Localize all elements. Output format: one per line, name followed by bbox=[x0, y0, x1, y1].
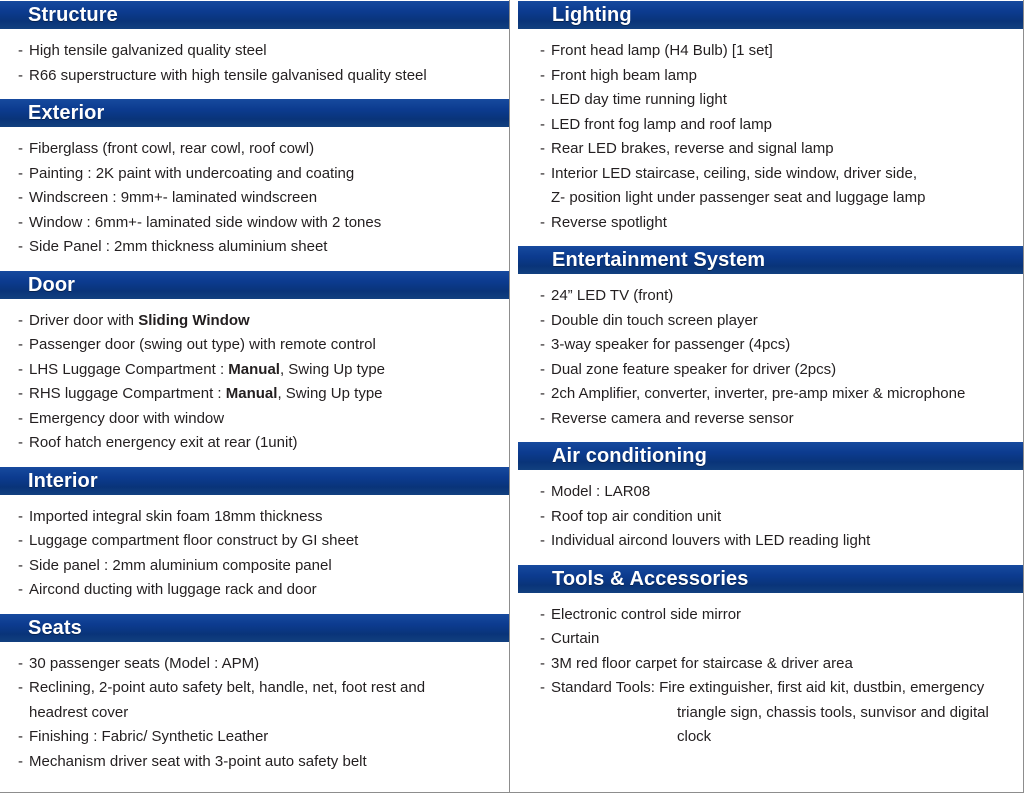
spec-list-item-text: Windscreen : 9mm+- laminated windscreen bbox=[29, 189, 318, 206]
spec-list-item bbox=[540, 88, 1017, 113]
section-title: Exterior bbox=[28, 102, 105, 124]
spec-list-item-text: Roof hatch energency exit at rear (1unit) bbox=[29, 434, 298, 451]
spec-list-item bbox=[18, 186, 503, 211]
spec-list-item-text: Interior LED staircase, ceiling, side window, driver side, bbox=[551, 164, 917, 182]
spec-list-item bbox=[540, 725, 1017, 750]
spec-list-item bbox=[540, 627, 1017, 652]
section-body bbox=[0, 30, 509, 98]
spec-list-item bbox=[540, 162, 1017, 187]
section-header-bar bbox=[518, 564, 1023, 594]
spec-list-item-text: Dual zone feature speaker for driver (2pcs) bbox=[551, 360, 837, 378]
section-title: Structure bbox=[28, 4, 118, 26]
bullet-dash-icon: - bbox=[540, 66, 545, 84]
spec-list-item-text: Curtain bbox=[551, 630, 600, 647]
spec-list-item-text: Finishing : Fabric/ Synthetic Leather bbox=[29, 728, 269, 745]
bullet-dash-icon: - bbox=[18, 532, 23, 549]
spec-list-item bbox=[18, 162, 503, 187]
bullet-dash-icon: - bbox=[540, 91, 545, 108]
section-title: Entertainment System bbox=[552, 249, 766, 271]
spec-text-emphasis: Manual bbox=[228, 360, 280, 378]
spec-list-item bbox=[18, 309, 503, 334]
section-title: Door bbox=[28, 273, 76, 296]
section-body bbox=[518, 594, 1023, 760]
spec-list-item bbox=[18, 407, 503, 432]
bullet-dash-icon: - bbox=[18, 679, 23, 696]
bullet-dash-icon: - bbox=[540, 654, 545, 672]
spec-list-item bbox=[18, 701, 503, 726]
spec-list-item-text: Aircond ducting with luggage rack and door bbox=[29, 581, 317, 598]
spec-list-item-text: Window : 6mm+- laminated side window with 2 tones bbox=[29, 213, 382, 231]
section-title: Lighting bbox=[552, 4, 632, 26]
bullet-dash-icon: - bbox=[540, 336, 545, 353]
spec-list-item bbox=[18, 505, 503, 530]
spec-text-emphasis: Manual bbox=[225, 385, 278, 402]
spec-list-item bbox=[18, 529, 503, 554]
spec-list-item-text: Electronic control side mirror bbox=[551, 605, 742, 623]
section-body bbox=[518, 275, 1023, 441]
section-body bbox=[0, 643, 509, 785]
spec-list-item bbox=[540, 137, 1017, 162]
spec-list-item-text: Reclining, 2-point auto safety belt, handle, net, foot rest and bbox=[29, 679, 426, 696]
spec-list-item bbox=[18, 554, 503, 579]
spec-list-item bbox=[18, 333, 503, 358]
spec-list-item bbox=[18, 64, 503, 89]
spec-text-lead: LHS Luggage Compartment : bbox=[29, 360, 229, 378]
spec-list-item bbox=[540, 358, 1017, 383]
spec-list-item bbox=[18, 431, 503, 456]
bullet-dash-icon: - bbox=[18, 311, 23, 329]
bullet-dash-icon: - bbox=[540, 140, 545, 157]
bullet-dash-icon: - bbox=[18, 385, 23, 402]
spec-list-item bbox=[540, 603, 1017, 628]
spec-list-item-text: High tensile galvanized quality steel bbox=[29, 42, 267, 59]
spec-list-item-text bbox=[29, 382, 503, 407]
bullet-dash-icon: - bbox=[540, 360, 545, 378]
spec-list-item bbox=[540, 382, 1017, 407]
section-title: Interior bbox=[28, 469, 98, 492]
bullet-dash-icon: - bbox=[540, 483, 545, 500]
spec-list-item bbox=[540, 113, 1017, 138]
spec-list-item bbox=[540, 505, 1017, 530]
spec-list-item-text: Mechanism driver seat with 3-point auto safety belt bbox=[29, 752, 367, 770]
bullet-dash-icon: - bbox=[18, 336, 23, 353]
bullet-dash-icon: - bbox=[540, 385, 545, 402]
spec-list-item bbox=[18, 39, 503, 64]
spec-list-item-text: Reverse camera and reverse sensor bbox=[551, 409, 794, 427]
bullet-dash-icon: - bbox=[540, 115, 545, 133]
spec-list-item bbox=[540, 211, 1017, 236]
spec-section bbox=[0, 466, 509, 613]
bullet-dash-icon: - bbox=[18, 360, 23, 378]
spec-list-item-text: headrest cover bbox=[29, 703, 129, 721]
section-header-bar bbox=[518, 0, 1023, 30]
spec-list-item-text: 2ch Amplifier, converter, inverter, pre-amp mixer & microphone bbox=[551, 385, 966, 402]
spec-section bbox=[0, 613, 509, 785]
bullet-dash-icon: - bbox=[18, 434, 23, 451]
bullet-dash-icon: - bbox=[540, 532, 545, 549]
spec-list-item-text: Roof top air condition unit bbox=[551, 507, 722, 525]
spec-text-lead: Driver door with bbox=[29, 311, 139, 329]
bullet-dash-icon: - bbox=[18, 189, 23, 206]
spec-list-item-text: clock bbox=[677, 728, 712, 745]
spec-list-item bbox=[540, 676, 1017, 701]
spec-list-item bbox=[540, 652, 1017, 677]
spec-list-item bbox=[18, 137, 503, 162]
section-title: Tools & Accessories bbox=[552, 567, 749, 590]
spec-list-item-text: 24” LED TV (front) bbox=[551, 287, 674, 304]
spec-section bbox=[0, 270, 509, 466]
spec-list-item-text: 30 passenger seats (Model : APM) bbox=[29, 654, 260, 672]
spec-list-item bbox=[540, 333, 1017, 358]
bullet-dash-icon: - bbox=[18, 66, 23, 84]
spec-list-item bbox=[18, 382, 503, 407]
section-body bbox=[0, 496, 509, 613]
spec-list-item bbox=[18, 211, 503, 236]
spec-list-item-text: Fiberglass (front cowl, rear cowl, roof cowl) bbox=[29, 140, 315, 157]
section-header-bar bbox=[518, 245, 1023, 275]
spec-text-lead: RHS luggage Compartment : bbox=[29, 385, 226, 402]
spec-list-item-text: Side Panel : 2mm thickness aluminium sheet bbox=[29, 238, 328, 255]
spec-list-item bbox=[540, 480, 1017, 505]
spec-list-item bbox=[18, 358, 503, 383]
bullet-dash-icon: - bbox=[18, 752, 23, 770]
section-header-bar bbox=[0, 466, 509, 496]
spec-list-item-text: triangle sign, chassis tools, sunvisor and digital bbox=[677, 703, 989, 721]
right-column bbox=[510, 0, 1024, 793]
bullet-dash-icon: - bbox=[540, 42, 545, 59]
spec-list-item-text: Luggage compartment floor construct by GI sheet bbox=[29, 532, 359, 549]
spec-list-item bbox=[18, 676, 503, 701]
spec-list-item-text: Imported integral skin foam 18mm thickness bbox=[29, 507, 323, 525]
spec-list-item bbox=[18, 725, 503, 750]
bullet-dash-icon: - bbox=[18, 507, 23, 525]
section-header-bar bbox=[0, 98, 509, 128]
bullet-dash-icon: - bbox=[18, 556, 23, 574]
section-body bbox=[0, 128, 509, 270]
bullet-dash-icon: - bbox=[18, 409, 23, 427]
section-title: Seats bbox=[28, 616, 82, 639]
bullet-dash-icon: - bbox=[540, 164, 545, 182]
section-body bbox=[518, 30, 1023, 245]
spec-list-item bbox=[540, 701, 1017, 726]
spec-list-item-text bbox=[29, 309, 503, 334]
spec-list-item-text: Individual aircond louvers with LED reading light bbox=[551, 532, 871, 549]
spec-list-item-text: R66 superstructure with high tensile galvanised quality steel bbox=[29, 66, 427, 84]
spec-list-item-text: Front head lamp (H4 Bulb) [1 set] bbox=[551, 42, 773, 59]
spec-list-item bbox=[18, 750, 503, 775]
spec-section bbox=[518, 564, 1023, 760]
spec-list-item bbox=[540, 64, 1017, 89]
spec-list-item bbox=[18, 235, 503, 260]
section-header-bar bbox=[0, 270, 509, 300]
spec-list-item bbox=[18, 578, 503, 603]
spec-list-item-text: Painting : 2K paint with undercoating and coating bbox=[29, 164, 355, 182]
spec-list-item-text: Passenger door (swing out type) with remote control bbox=[29, 336, 376, 353]
spec-list-item bbox=[540, 186, 1017, 211]
section-header-bar bbox=[518, 441, 1023, 471]
bullet-dash-icon: - bbox=[540, 311, 545, 329]
spec-list-item bbox=[18, 652, 503, 677]
bullet-dash-icon: - bbox=[18, 140, 23, 157]
spec-text-tail: , Swing Up type bbox=[277, 385, 383, 402]
spec-list-item-text bbox=[29, 358, 503, 383]
bullet-dash-icon: - bbox=[18, 164, 23, 182]
bullet-dash-icon: - bbox=[18, 728, 23, 745]
bullet-dash-icon: - bbox=[18, 238, 23, 255]
section-body bbox=[518, 471, 1023, 564]
spec-section bbox=[518, 245, 1023, 441]
spec-list-item-text: LED day time running light bbox=[551, 91, 727, 108]
spec-list-item bbox=[540, 529, 1017, 554]
spec-list-item-text: Side panel : 2mm aluminium composite panel bbox=[29, 556, 332, 574]
bullet-dash-icon: - bbox=[18, 42, 23, 59]
bullet-dash-icon: - bbox=[540, 213, 545, 231]
spec-list-item-text: Model : LAR08 bbox=[551, 483, 651, 500]
spec-list-item bbox=[540, 39, 1017, 64]
spec-list-item bbox=[540, 407, 1017, 432]
spec-list-item-text: Reverse spotlight bbox=[551, 213, 667, 231]
bullet-dash-icon: - bbox=[540, 630, 545, 647]
bullet-dash-icon: - bbox=[18, 581, 23, 598]
spec-list-item-text: Front high beam lamp bbox=[551, 66, 697, 84]
spec-list-item-text: 3M red floor carpet for staircase & driver area bbox=[551, 654, 853, 672]
bullet-dash-icon: - bbox=[540, 507, 545, 525]
bullet-dash-icon: - bbox=[540, 287, 545, 304]
spec-list-item-text: 3-way speaker for passenger (4pcs) bbox=[551, 336, 791, 353]
spec-list-item bbox=[540, 284, 1017, 309]
spec-list-item bbox=[540, 309, 1017, 334]
spec-section bbox=[0, 98, 509, 270]
spec-list-item-text: Standard Tools: Fire extinguisher, first aid kit, dustbin, emergency bbox=[551, 679, 985, 696]
section-header-bar bbox=[0, 0, 509, 30]
spec-list-item-text: Emergency door with window bbox=[29, 409, 225, 427]
spec-section bbox=[518, 0, 1023, 245]
spec-list-item-text: Z- position light under passenger seat and luggage lamp bbox=[551, 189, 926, 206]
spec-section bbox=[518, 441, 1023, 564]
bullet-dash-icon: - bbox=[18, 213, 23, 231]
left-column bbox=[0, 0, 510, 793]
section-header-bar bbox=[0, 613, 509, 643]
spec-list-item-text: Double din touch screen player bbox=[551, 311, 758, 329]
spec-text-tail: , Swing Up type bbox=[279, 360, 386, 378]
bullet-dash-icon: - bbox=[540, 679, 545, 696]
bullet-dash-icon: - bbox=[540, 409, 545, 427]
spec-list-item-text: LED front fog lamp and roof lamp bbox=[551, 115, 772, 133]
section-title: Air conditioning bbox=[552, 445, 707, 467]
spec-list-item-text: Rear LED brakes, reverse and signal lamp bbox=[551, 140, 834, 157]
spec-section bbox=[0, 0, 509, 98]
bullet-dash-icon: - bbox=[18, 654, 23, 672]
spec-text-emphasis: Sliding Window bbox=[138, 311, 250, 329]
bullet-dash-icon: - bbox=[540, 605, 545, 623]
section-body bbox=[0, 300, 509, 466]
